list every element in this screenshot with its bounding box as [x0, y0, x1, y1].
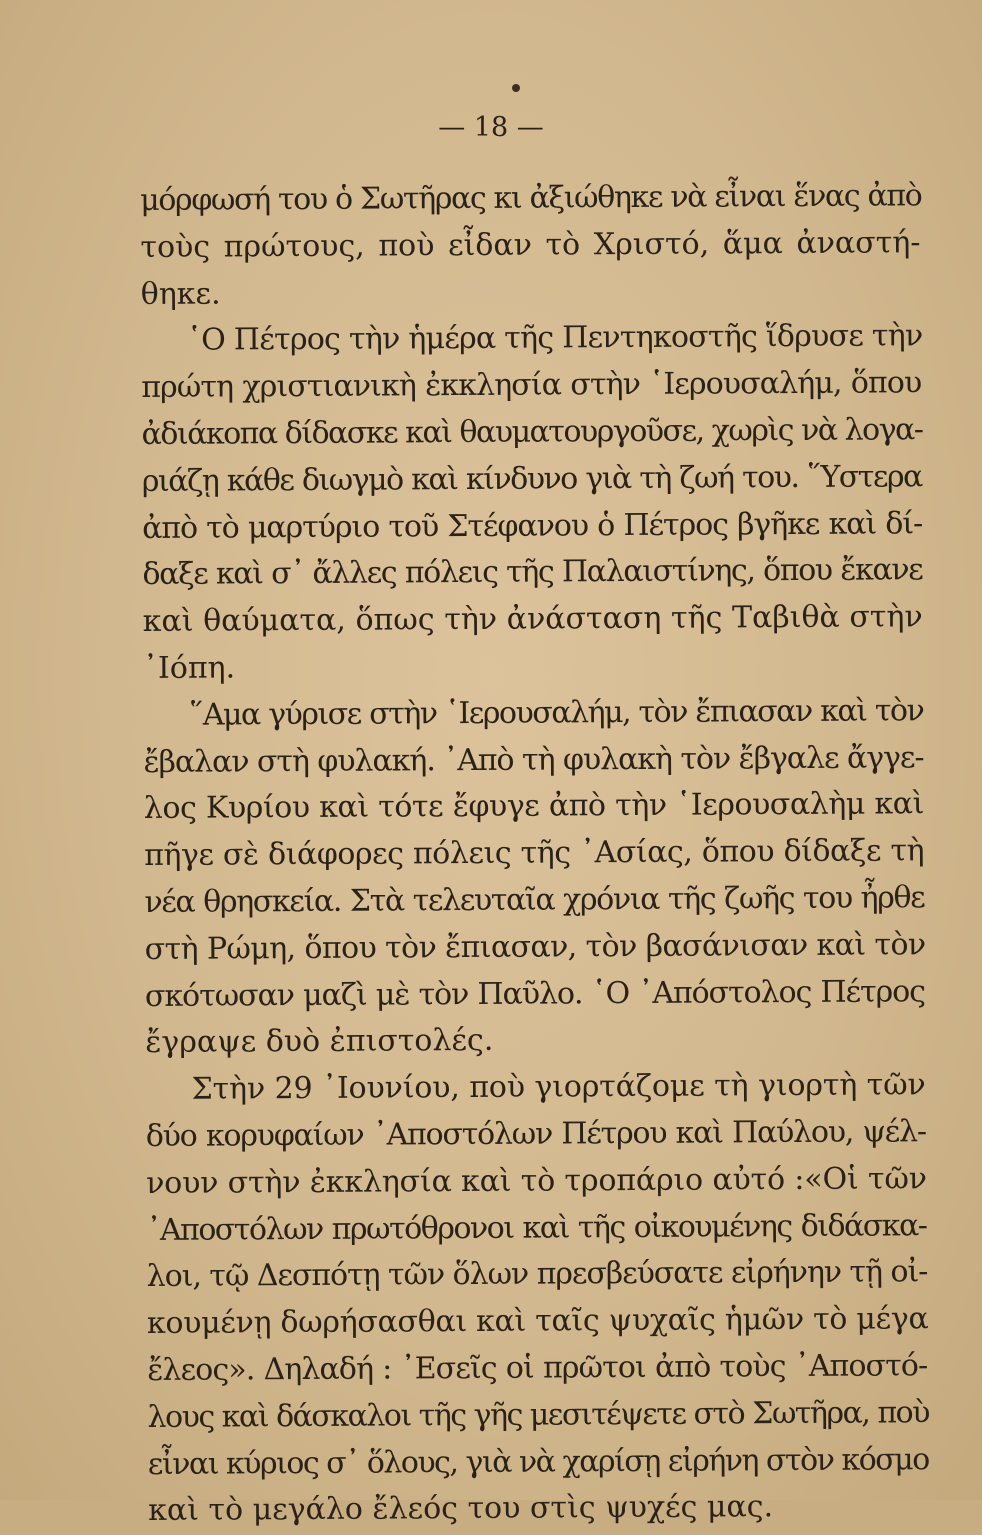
text-line: τοὺς πρώτους, ποὺ εἶδαν τὸ Χριστό, ἅμα ἀναστή-: [140, 225, 921, 265]
text-line: καὶ τὸ μεγάλο ἔλεός του στὶς ψυχές μας.: [148, 1489, 774, 1529]
text-line: ἔβαλαν στὴ φυλακή. ᾽Απὸ τὴ φυλακὴ τὸν ἔβγαλε ἄγγε-: [143, 739, 924, 780]
page-number: — 18 —: [438, 112, 544, 143]
text-line: ἀδιάκοπα δίδασκε καὶ θαυματουργοῦσε, χωρὶς νὰ λογα-: [141, 412, 923, 452]
text-line: κουμένῃ δωρήσασθαι καὶ ταῖς ψυχαῖς ἡμῶν τὸ μέγα: [146, 1301, 929, 1342]
text-line: καὶ θαύματα, ὅπως τὴν ἀνάσταση τῆς Ταβιθὰ στὴν: [142, 599, 923, 640]
text-line: ᾽Ιόπη.: [142, 650, 236, 686]
text-line: εἶναι κύριος σ᾽ ὅλους, γιὰ νὰ χαρίσῃ εἰρήνη στὸν κόσμο: [147, 1441, 929, 1482]
text-line: δύο κορυφαίων ᾽Αποστόλων Πέτρου καὶ Παύλου, ψέλ-: [145, 1114, 926, 1154]
text-line: νουν στὴν ἐκκλησία καὶ τὸ τροπάριο αὐτό :«Οἱ τῶν: [146, 1160, 927, 1201]
text-line: δαξε καὶ σ᾽ ἄλλες πόλεις τῆς Παλαιστίνης, ὅπου ἔκανε: [142, 552, 923, 593]
text-line: ῞Αμα γύρισε στὴν ῾Ιερουσαλήμ, τὸν ἔπιασαν καὶ τὸν: [189, 692, 924, 733]
text-line: θηκε.: [140, 276, 221, 312]
text-line: λος Κυρίου καὶ τότε ἔφυγε ἀπὸ τὴν ῾Ιερουσαλὴμ καὶ: [143, 786, 924, 827]
text-line: λους καὶ δάσκαλοι τῆς γῆς μεσιτέψετε στὸ Σωτῆρα, ποὺ: [147, 1394, 930, 1435]
text-line: πῆγε σὲ διάφορες πόλεις τῆς ᾽Ασίας, ὅπου δίδαξε τὴ: [144, 833, 925, 874]
text-line: νέα θρησκεία. Στὰ τελευταῖα χρόνια τῆς ζωῆς του ἦρθε: [144, 880, 925, 920]
text-line: πρώτη χριστιανικὴ ἐκκλησία στὴν ῾Ιερουσαλήμ, ὅπου: [141, 365, 922, 406]
text-line: ριάζῃ κάθε διωγμὸ καὶ κίνδυνο γιὰ τὴ ζωή του. ῞Υστερα: [141, 459, 922, 499]
text-line: ἔγραψε δυὸ ἐπιστολές.: [145, 1023, 494, 1061]
text-line: ἀπὸ τὸ μαρτύριο τοῦ Στέφανου ὁ Πέτρος βγῆκε καὶ δί-: [142, 505, 923, 546]
text-line: σκότωσαν μαζὶ μὲ τὸν Παῦλο. ῾Ο ᾽Απόστολος Πέτρος: [144, 973, 926, 1014]
text-line: ῾Ο Πέτρος τὴν ἡμέρα τῆς Πεντηκοστῆς ἵδρυσε τὴν: [186, 318, 923, 359]
text-line: ᾽Αποστόλων πρωτόθρονοι καὶ τῆς οἰκουμένης διδάσκα-: [146, 1207, 927, 1248]
text-line: Στὴν 29 ᾽Ιουνίου, ποὺ γιορτάζομε τὴ γιορτὴ τῶν: [191, 1067, 926, 1107]
ink-dot: [512, 84, 520, 92]
text-line: στὴ Ρώμη, ὅπου τὸν ἔπιασαν, τὸν βασάνισαν καὶ τὸν: [144, 926, 926, 967]
body-text: [140, 173, 928, 1535]
text-line: ἔλεος». Δηλαδή : ᾽Εσεῖς οἱ πρῶτοι ἀπὸ τοὺς ᾽Αποστό-: [147, 1348, 928, 1388]
text-line: λοι, τῷ Δεσπότῃ τῶν ὅλων πρεσβεύσατε εἰρήνην τῇ οἰ-: [146, 1254, 928, 1295]
text-line: μόρφωσή του ὁ Σωτῆρας κι ἀξιώθηκε νὰ εἶναι ἕνας ἀπὸ: [140, 178, 922, 218]
